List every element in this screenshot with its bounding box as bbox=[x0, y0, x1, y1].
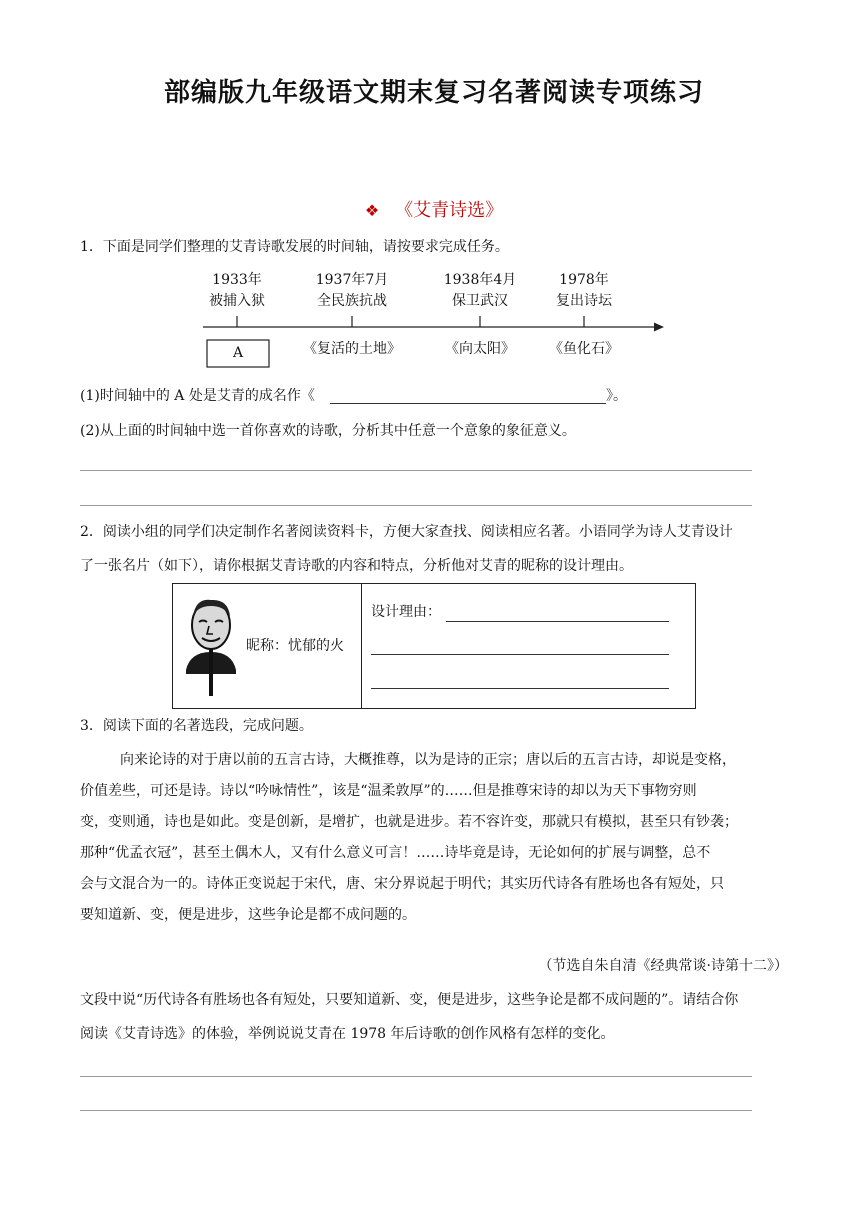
nickname-label: 昵称：忧郁的火 bbox=[246, 638, 344, 654]
q3-passage bbox=[80, 745, 790, 931]
answer-line[interactable] bbox=[80, 505, 752, 506]
q3-question-line1: 文段中说“历代诗各有胜场也各有短处，只要知道新、变，便是进步，这些争论是都不成问题的”。请结合你 bbox=[80, 992, 739, 1008]
timeline-event: 保卫武汉 bbox=[452, 293, 508, 309]
q2-prompt-line2: 了一张名片（如下），请你根据艾青诗歌的内容和特点，分析他对艾青的昵称的设计理由。 bbox=[80, 558, 633, 574]
q1-sub1-prefix: (1)时间轴中的 A 处是艾青的成名作《 bbox=[80, 388, 315, 404]
passage-line: 要知道新、变，便是进步，这些争论是都不成问题的。 bbox=[80, 907, 416, 923]
answer-line[interactable] bbox=[80, 1110, 752, 1111]
timeline-axis bbox=[0, 0, 868, 380]
q1-sub1-blank[interactable] bbox=[330, 403, 606, 404]
timeline-year: 1978年 bbox=[559, 272, 609, 288]
passage-line: 价值差些，可还是诗。诗以“吟咏情性”，该是“温柔敦厚”的……但是推尊宋诗的却以为天下事物穷则 bbox=[80, 783, 697, 799]
timeline-year: 1933年 bbox=[212, 272, 262, 288]
timeline-work: 《复活的土地》 bbox=[303, 341, 401, 357]
diamond-icon: ❖ bbox=[364, 201, 380, 220]
q2-prompt-line1: 2．阅读小组的同学们决定制作名著阅读资料卡，方便大家查找、阅读相应名著。小语同学为诗人艾青设计 bbox=[80, 524, 733, 540]
name-card bbox=[172, 583, 696, 709]
q1-prompt: 1．下面是同学们整理的艾青诗歌发展的时间轴，请按要求完成任务。 bbox=[80, 239, 509, 255]
passage-source: （节选自朱自清《经典常谈·诗第十二》） bbox=[538, 958, 788, 974]
section-title: 《艾青诗选》 bbox=[395, 200, 504, 221]
timeline-work-a: A bbox=[232, 345, 244, 361]
arrow-right-icon bbox=[654, 323, 664, 332]
card-divider bbox=[361, 584, 362, 708]
timeline-event: 复出诗坛 bbox=[556, 293, 612, 309]
reason-blank[interactable] bbox=[446, 621, 669, 622]
answer-line[interactable] bbox=[80, 1076, 752, 1077]
timeline bbox=[0, 0, 868, 380]
q1-sub2: (2)从上面的时间轴中选一首你喜欢的诗歌，分析其中任意一个意象的象征意义。 bbox=[80, 423, 576, 439]
page-title: 部编版九年级语文期末复习名著阅读专项练习 bbox=[163, 78, 704, 108]
answer-line[interactable] bbox=[80, 470, 752, 471]
timeline-work: 《向太阳》 bbox=[445, 341, 515, 357]
q3-question-line2: 阅读《艾青诗选》的体验，举例说说艾青在 1978 年后诗歌的创作风格有怎样的变化。 bbox=[80, 1026, 615, 1042]
reason-blank[interactable] bbox=[371, 688, 669, 689]
passage-line: 那种“优孟衣冠”，甚至土偶木人，又有什么意义可言！……诗毕竟是诗，无论如何的扩展与调整，总不 bbox=[80, 845, 711, 861]
timeline-event: 被捕入狱 bbox=[209, 293, 265, 309]
portrait-icon bbox=[182, 592, 240, 696]
timeline-year: 1938年4月 bbox=[443, 272, 517, 288]
passage-line: 会与文混合为一的。诗体正变说起于宋代，唐、宋分界说起于明代；其实历代诗各有胜场也各有短处，只 bbox=[80, 876, 724, 892]
passage-line: 向来论诗的对于唐以前的五言古诗，大概推尊，以为是诗的正宗；唐以后的五言古诗，却说是变格， bbox=[120, 752, 736, 768]
reason-label: 设计理由： bbox=[371, 604, 441, 620]
q3-prompt: 3．阅读下面的名著选段，完成问题。 bbox=[80, 718, 313, 734]
timeline-year: 1937年7月 bbox=[315, 272, 389, 288]
timeline-event: 全民族抗战 bbox=[317, 293, 387, 309]
reason-blank[interactable] bbox=[371, 654, 669, 655]
timeline-work: 《鱼化石》 bbox=[549, 341, 619, 357]
q1-sub1-suffix: 》。 bbox=[606, 388, 627, 404]
passage-line: 变，变则通，诗也是如此。变是创新，是增扩，也就是进步。若不容许变，那就只有模拟，甚至只有钞袭； bbox=[80, 814, 738, 830]
